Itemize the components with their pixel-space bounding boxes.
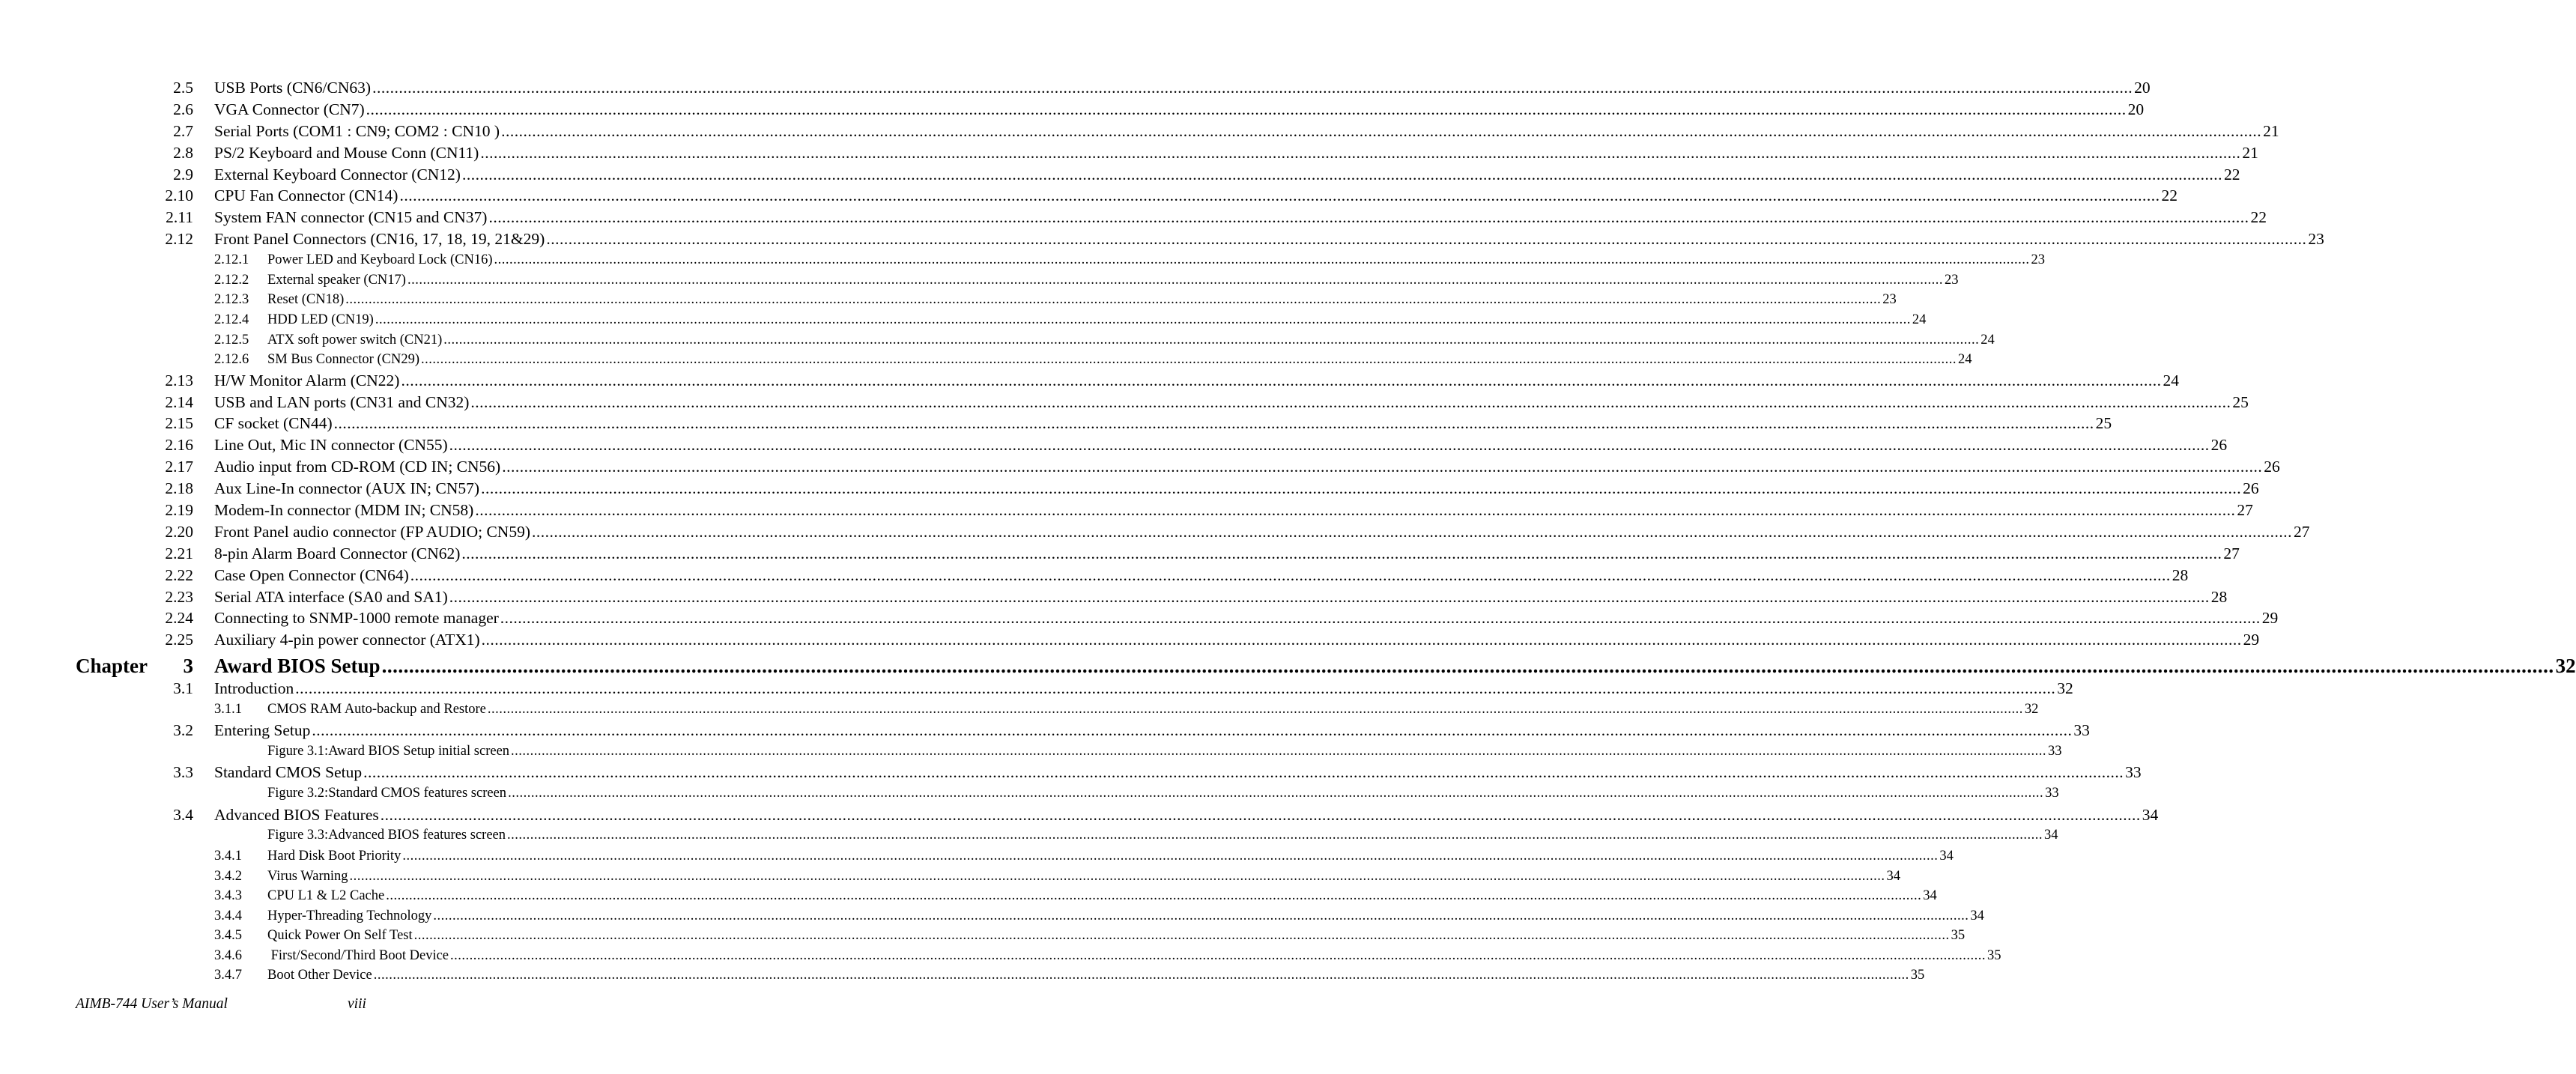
dot-leader: ................................................................................................................................................................................................................................................................................................................................................................................................................: [461, 544, 2222, 562]
toc-entry-number: 3.4.1: [214, 848, 242, 864]
toc-entry-title: Line Out, Mic IN connector (CN55): [214, 436, 448, 455]
toc-entry-line: [214, 607, 2279, 629]
toc-entry-page: 33: [2048, 743, 2062, 759]
toc-entry-number: 2.12.6: [214, 352, 249, 368]
toc-entry-page: 34: [2044, 828, 2058, 843]
toc-section-entry[interactable]: [0, 142, 2258, 164]
toc-figure-entry[interactable]: [0, 783, 2059, 804]
toc-entry-page: 28: [2210, 587, 2228, 606]
dot-leader: ................................................................................................................................................................................................................................................................................................................................................................................................................: [413, 928, 1950, 944]
toc-section-entry[interactable]: [0, 565, 2189, 586]
footer-manual-title: AIMB-744 User’s Manual: [76, 996, 228, 1012]
toc-entry-line: [267, 867, 1901, 887]
toc-entry-title: ATX soft power switch (CN21): [267, 332, 443, 348]
toc-entry-line: [267, 270, 1959, 291]
toc-section-entry[interactable]: [0, 413, 2112, 434]
toc-entry-page: 35: [1951, 928, 1966, 944]
toc-entry-page: 27: [2294, 522, 2310, 541]
toc-entry-title: USB and LAN ports (CN31 and CN32): [214, 392, 470, 411]
toc-subsection-entry[interactable]: [0, 250, 2046, 270]
toc-section-entry[interactable]: [0, 164, 2240, 186]
toc-entry-title: Audio input from CD-ROM (CD IN; CN56): [214, 458, 501, 476]
toc-entry-number: 2.7: [173, 121, 193, 140]
toc-entry-line: [214, 413, 2112, 434]
toc-section-entry[interactable]: [0, 370, 2179, 392]
dot-leader: ................................................................................................................................................................................................................................................................................................................................................................................................................: [481, 479, 2242, 498]
toc-entry-number: 3.4: [173, 805, 193, 824]
toc-entry-page: 20: [2134, 79, 2151, 97]
toc-entry-title: Virus Warning: [267, 868, 348, 884]
toc-chapter-entry[interactable]: [0, 653, 2576, 679]
toc-entry-line: [214, 678, 2073, 700]
dot-leader: ................................................................................................................................................................................................................................................................................................................................................................................................................: [443, 332, 1980, 348]
toc-entry-line: [214, 565, 2189, 586]
dot-leader: ................................................................................................................................................................................................................................................................................................................................................................................................................: [500, 609, 2261, 628]
toc-entry-title: Introduction: [214, 679, 294, 698]
toc-entry-line: [267, 290, 1897, 310]
toc-entry-title: Hyper-Threading Technology: [267, 908, 432, 923]
toc-entry-page: 22: [2250, 208, 2267, 227]
toc-entry-line: [214, 185, 2178, 207]
toc-entry-title: Figure 3.2:Standard CMOS features screen: [267, 786, 507, 801]
toc-entry-page: 26: [2210, 436, 2228, 455]
toc-subsection-entry[interactable]: [0, 965, 1925, 986]
toc-entry-title: System FAN connector (CN15 and CN37): [214, 208, 488, 227]
toc-entry-title: Front Panel audio connector (FP AUDIO; CN59): [214, 522, 530, 541]
dot-leader: ................................................................................................................................................................................................................................................................................................................................................................................................................: [402, 848, 1939, 864]
toc-entry-line: [214, 586, 2228, 608]
toc-entry-title: SM Bus Connector (CN29): [267, 352, 419, 368]
toc-entry-line: [214, 629, 2260, 651]
dot-leader: ................................................................................................................................................................................................................................................................................................................................................................................................................: [480, 143, 2241, 162]
toc-entry-page: 24: [2163, 371, 2179, 389]
dot-leader: ................................................................................................................................................................................................................................................................................................................................................................................................................: [433, 908, 1969, 923]
toc-subsection-entry[interactable]: [0, 867, 1901, 887]
toc-entry-page: 29: [2261, 609, 2279, 628]
toc-entry-title: CPU L1 & L2 Cache: [267, 888, 385, 904]
dot-leader: ................................................................................................................................................................................................................................................................................................................................................................................................................: [449, 587, 2210, 606]
toc-entry-title: H/W Monitor Alarm (CN22): [214, 371, 400, 389]
toc-entry-title: Figure 3.3:Advanced BIOS features screen: [267, 828, 506, 843]
toc-entry-page: 23: [1882, 292, 1897, 308]
toc-section-entry[interactable]: [0, 77, 2151, 99]
toc-entry-page: 33: [2045, 786, 2059, 801]
dot-leader: ................................................................................................................................................................................................................................................................................................................................................................................................................: [511, 743, 2047, 759]
toc-section-entry[interactable]: [0, 607, 2279, 629]
toc-entry-page: 23: [2031, 252, 2046, 268]
dot-leader: ................................................................................................................................................................................................................................................................................................................................................................................................................: [487, 702, 2023, 717]
dot-leader: ................................................................................................................................................................................................................................................................................................................................................................................................................: [502, 458, 2263, 476]
dot-leader: ................................................................................................................................................................................................................................................................................................................................................................................................................: [532, 522, 2292, 541]
toc-entry-page: 35: [1987, 947, 2001, 963]
toc-entry-page: 34: [1939, 848, 1954, 864]
toc-entry-line: [214, 121, 2279, 142]
toc-entry-title: Advanced BIOS Features: [214, 805, 379, 824]
toc-entry-line: [214, 164, 2240, 186]
toc-entry-line: [214, 99, 2145, 121]
toc-subsection-entry[interactable]: [0, 886, 1937, 906]
toc-section-entry[interactable]: [0, 228, 2324, 250]
toc-entry-number: 3.4.6: [214, 947, 242, 963]
dot-leader: ................................................................................................................................................................................................................................................................................................................................................................................................................: [410, 565, 2171, 584]
toc-subsection-entry[interactable]: [0, 700, 2039, 720]
toc-entry-number: 2.8: [173, 143, 193, 162]
toc-entry-title: Figure 3.1:Award BIOS Setup initial screen: [267, 743, 510, 759]
toc-entry-number: 2.9: [173, 165, 193, 183]
dot-leader: ................................................................................................................................................................................................................................................................................................................................................................................................................: [488, 208, 2249, 227]
toc-entry-title: Aux Line-In connector (AUX IN; CN57): [214, 479, 480, 498]
toc-entry-page: 22: [2161, 186, 2178, 205]
toc-entry-page: 28: [2172, 565, 2189, 584]
toc-entry-title: Serial Ports (COM1 : CN9; COM2 : CN10 ): [214, 121, 500, 140]
toc-entry-page: 29: [2243, 631, 2260, 649]
toc-entry-number: 2.24: [165, 609, 193, 628]
dot-leader: ................................................................................................................................................................................................................................................................................................................................................................................................................: [312, 720, 2073, 739]
toc-section-entry[interactable]: [0, 500, 2253, 521]
toc-entry-title: Entering Setup: [214, 720, 311, 739]
toc-entry-page: 33: [2125, 763, 2142, 782]
toc-entry-line: [267, 906, 1984, 926]
dot-leader: ................................................................................................................................................................................................................................................................................................................................................................................................................: [475, 501, 2236, 520]
dot-leader: ................................................................................................................................................................................................................................................................................................................................................................................................................: [399, 186, 2160, 205]
toc-section-entry[interactable]: [0, 543, 2240, 565]
dot-leader: ................................................................................................................................................................................................................................................................................................................................................................................................................: [349, 868, 1885, 884]
toc-entry-line: [267, 825, 2058, 846]
toc-entry-page: 32: [2057, 679, 2073, 698]
toc-entry-title: CMOS RAM Auto-backup and Restore: [267, 702, 486, 717]
toc-entry-number: 3: [183, 655, 193, 678]
toc-entry-page: 32: [2555, 655, 2576, 678]
dot-leader: ................................................................................................................................................................................................................................................................................................................................................................................................................: [380, 805, 2141, 824]
toc-section-entry[interactable]: [0, 392, 2249, 413]
dot-leader: ................................................................................................................................................................................................................................................................................................................................................................................................................: [494, 252, 2030, 268]
toc-entry-line: [267, 250, 2046, 270]
toc-entry-number: 2.23: [165, 587, 193, 606]
toc-entry-number: 2.14: [165, 392, 193, 411]
toc-section-entry[interactable]: [0, 629, 2260, 651]
toc-entry-number: 2.18: [165, 479, 193, 498]
toc-entry-number: 3.4.3: [214, 888, 242, 904]
toc-entry-page: 34: [1970, 908, 1984, 923]
toc-entry-line: [267, 310, 1927, 330]
toc-section-entry[interactable]: [0, 521, 2310, 543]
toc-entry-number: 2.11: [166, 208, 193, 227]
toc-section-entry[interactable]: [0, 185, 2178, 207]
toc-entry-page: 21: [2242, 143, 2258, 162]
dot-leader: ................................................................................................................................................................................................................................................................................................................................................................................................................: [546, 230, 2307, 249]
toc-entry-number: 3.4.4: [214, 908, 242, 923]
toc-entry-title: First/Second/Third Boot Device: [267, 947, 449, 963]
toc-entry-line: [214, 142, 2258, 164]
dot-leader: ................................................................................................................................................................................................................................................................................................................................................................................................................: [401, 371, 2162, 389]
toc-entry-page: 34: [1923, 888, 1937, 904]
toc-entry-number: 3.1: [173, 679, 193, 698]
toc-subsection-entry[interactable]: [0, 926, 1966, 946]
toc-entry-number: 2.25: [165, 631, 193, 649]
toc-subsection-entry[interactable]: [0, 310, 1927, 330]
toc-entry-line: [214, 500, 2253, 521]
toc-entry-title: USB Ports (CN6/CN63): [214, 79, 372, 97]
toc-entry-page: 23: [2308, 230, 2324, 249]
toc-entry-number: 3.3: [173, 763, 193, 782]
toc-entry-number: 2.12.3: [214, 292, 249, 308]
toc-entry-line: [267, 700, 2039, 720]
toc-entry-page: 33: [2073, 720, 2090, 739]
toc-entry-title: Boot Other Device: [267, 968, 372, 983]
toc-entry-page: 35: [1910, 968, 1925, 983]
toc-entry-page: 27: [2223, 544, 2240, 562]
toc-entry-number: 2.12.1: [214, 252, 249, 268]
toc-subsection-entry[interactable]: [0, 946, 2001, 966]
dot-leader: ................................................................................................................................................................................................................................................................................................................................................................................................................: [295, 679, 2056, 698]
toc-entry-line: [214, 456, 2280, 478]
dot-leader: ................................................................................................................................................................................................................................................................................................................................................................................................................: [470, 392, 2231, 411]
toc-entry-line: [214, 392, 2249, 413]
toc-entry-page: 34: [2142, 805, 2159, 824]
toc-entry-line: [214, 207, 2267, 228]
dot-leader: ................................................................................................................................................................................................................................................................................................................................................................................................................: [449, 436, 2210, 455]
toc-section-entry[interactable]: [0, 720, 2090, 741]
dot-leader: ................................................................................................................................................................................................................................................................................................................................................................................................................: [381, 655, 2554, 678]
toc-entry-line: [214, 804, 2159, 826]
toc-section-entry[interactable]: [0, 762, 2142, 783]
toc-section-entry[interactable]: [0, 678, 2073, 700]
chapter-label: Chapter: [76, 655, 148, 678]
toc-entry-number: 2.21: [165, 544, 193, 562]
toc-entry-title: Reset (CN18): [267, 292, 345, 308]
toc-entry-page: 25: [2095, 414, 2112, 433]
toc-entry-line: [267, 946, 2001, 966]
toc-section-entry[interactable]: [0, 456, 2280, 478]
dot-leader: ................................................................................................................................................................................................................................................................................................................................................................................................................: [507, 828, 2043, 843]
toc-entry-line: [267, 330, 1995, 351]
toc-entry-number: 3.4.5: [214, 928, 242, 944]
toc-entry-number: 3.1.1: [214, 702, 242, 717]
dot-leader: ................................................................................................................................................................................................................................................................................................................................................................................................................: [333, 414, 2094, 433]
toc-entry-line: [214, 521, 2310, 543]
toc-entry-number: 2.13: [165, 371, 193, 389]
dot-leader: ................................................................................................................................................................................................................................................................................................................................................................................................................: [508, 786, 2044, 801]
toc-entry-title: Front Panel Connectors (CN16, 17, 18, 19, 21&29): [214, 230, 545, 249]
toc-entry-title: Modem-In connector (MDM IN; CN58): [214, 501, 474, 520]
toc-entry-page: 24: [1981, 332, 1995, 348]
toc-entry-title: External speaker (CN17): [267, 272, 406, 288]
dot-leader: ................................................................................................................................................................................................................................................................................................................................................................................................................: [363, 763, 2124, 782]
dot-leader: ................................................................................................................................................................................................................................................................................................................................................................................................................: [481, 631, 2242, 649]
toc-entry-title: Power LED and Keyboard Lock (CN16): [267, 252, 493, 268]
toc-entry-line: [267, 350, 1972, 370]
toc-entry-line: [267, 741, 2062, 762]
toc-entry-page: 20: [2127, 100, 2145, 118]
toc-entry-number: 2.17: [165, 458, 193, 476]
toc-entry-title: PS/2 Keyboard and Mouse Conn (CN11): [214, 143, 479, 162]
toc-entry-page: 24: [1958, 352, 1972, 368]
toc-entry-number: 2.19: [165, 501, 193, 520]
toc-entry-title: Case Open Connector (CN64): [214, 565, 409, 584]
toc-entry-title: Award BIOS Setup: [214, 655, 381, 678]
toc-entry-line: [214, 478, 2259, 500]
toc-entry-title: Auxiliary 4-pin power connector (ATX1): [214, 631, 480, 649]
toc-entry-number: 2.5: [173, 79, 193, 97]
dot-leader: ................................................................................................................................................................................................................................................................................................................................................................................................................: [407, 272, 1943, 288]
toc-entry-line: [267, 783, 2059, 804]
toc-entry-title: Standard CMOS Setup: [214, 763, 363, 782]
toc-entry-page: 27: [2237, 501, 2253, 520]
toc-subsection-entry[interactable]: [0, 330, 1995, 351]
toc-subsection-entry[interactable]: [0, 846, 1954, 867]
toc-section-entry[interactable]: [0, 478, 2259, 500]
toc-entry-number: 3.4.7: [214, 968, 242, 983]
dot-leader: ................................................................................................................................................................................................................................................................................................................................................................................................................: [373, 968, 1909, 983]
dot-leader: ................................................................................................................................................................................................................................................................................................................................................................................................................: [345, 292, 1882, 308]
toc-entry-line: [214, 762, 2142, 783]
toc-figure-entry[interactable]: [0, 825, 2058, 846]
toc-entry-line: [267, 965, 1925, 986]
toc-figure-entry[interactable]: [0, 741, 2062, 762]
toc-entry-title: CF socket (CN44): [214, 414, 333, 433]
dot-leader: ................................................................................................................................................................................................................................................................................................................................................................................................................: [450, 947, 1986, 963]
toc-entry-number: 3.4.2: [214, 868, 242, 884]
toc-entry-number: 2.20: [165, 522, 193, 541]
toc-entry-line: [267, 846, 1954, 867]
toc-entry-page: 23: [1944, 272, 1959, 288]
toc-entry-line: [267, 926, 1966, 946]
toc-entry-line: [214, 434, 2228, 456]
dot-leader: ................................................................................................................................................................................................................................................................................................................................................................................................................: [461, 165, 2222, 183]
toc-section-entry[interactable]: [0, 804, 2159, 826]
dot-leader: ................................................................................................................................................................................................................................................................................................................................................................................................................: [366, 100, 2127, 118]
toc-entry-line: [267, 886, 1937, 906]
toc-entry-title: Serial ATA interface (SA0 and SA1): [214, 587, 448, 606]
toc-entry-number: 2.12.4: [214, 312, 249, 327]
toc-entry-line: [214, 543, 2240, 565]
dot-leader: ................................................................................................................................................................................................................................................................................................................................................................................................................: [386, 888, 1922, 904]
dot-leader: ................................................................................................................................................................................................................................................................................................................................................................................................................: [372, 79, 2133, 97]
toc-entry-number: 2.22: [165, 565, 193, 584]
toc-entry-title: VGA Connector (CN7): [214, 100, 365, 118]
toc-entry-title: 8-pin Alarm Board Connector (CN62): [214, 544, 461, 562]
toc-entry-title: Hard Disk Boot Priority: [267, 848, 401, 864]
toc-entry-number: 2.12.5: [214, 332, 249, 348]
toc-entry-page: 22: [2223, 165, 2240, 183]
toc-section-entry[interactable]: [0, 121, 2279, 142]
toc-entry-line: [214, 228, 2324, 250]
toc-subsection-entry[interactable]: [0, 906, 1984, 926]
toc-entry-page: 26: [2243, 479, 2259, 498]
toc-entry-page: 21: [2263, 121, 2279, 140]
dot-leader: ................................................................................................................................................................................................................................................................................................................................................................................................................: [421, 352, 1957, 368]
toc-entry-number: 2.10: [165, 186, 193, 205]
toc-entry-line: [214, 720, 2090, 741]
footer-page-number: viii: [348, 996, 366, 1012]
table-of-contents: [0, 77, 2576, 986]
toc-section-entry[interactable]: [0, 99, 2145, 121]
dot-leader: ................................................................................................................................................................................................................................................................................................................................................................................................................: [375, 312, 1911, 327]
toc-entry-number: 2.12.2: [214, 272, 249, 288]
toc-entry-line: [214, 653, 2576, 679]
toc-entry-number: 3.2: [173, 720, 193, 739]
toc-entry-page: 32: [2024, 702, 2039, 717]
toc-entry-page: 25: [2232, 392, 2249, 411]
toc-entry-number: 2.6: [173, 100, 193, 118]
toc-entry-line: [214, 370, 2179, 392]
toc-section-entry[interactable]: [0, 434, 2228, 456]
toc-entry-number: 2.16: [165, 436, 193, 455]
toc-entry-title: HDD LED (CN19): [267, 312, 374, 327]
toc-subsection-entry[interactable]: [0, 350, 1972, 370]
toc-section-entry[interactable]: [0, 207, 2267, 228]
toc-entry-title: CPU Fan Connector (CN14): [214, 186, 398, 205]
dot-leader: ................................................................................................................................................................................................................................................................................................................................................................................................................: [501, 121, 2262, 140]
toc-entry-page: 24: [1912, 312, 1927, 327]
toc-entry-page: 26: [2264, 458, 2280, 476]
toc-entry-number: 2.12: [165, 230, 193, 249]
toc-subsection-entry[interactable]: [0, 270, 1959, 291]
toc-entry-number: 2.15: [165, 414, 193, 433]
toc-entry-title: Quick Power On Self Test: [267, 928, 413, 944]
toc-section-entry[interactable]: [0, 586, 2228, 608]
toc-entry-line: [214, 77, 2151, 99]
toc-entry-page: 34: [1886, 868, 1901, 884]
toc-subsection-entry[interactable]: [0, 290, 1897, 310]
toc-entry-title: External Keyboard Connector (CN12): [214, 165, 461, 183]
toc-entry-title: Connecting to SNMP-1000 remote manager: [214, 609, 499, 628]
